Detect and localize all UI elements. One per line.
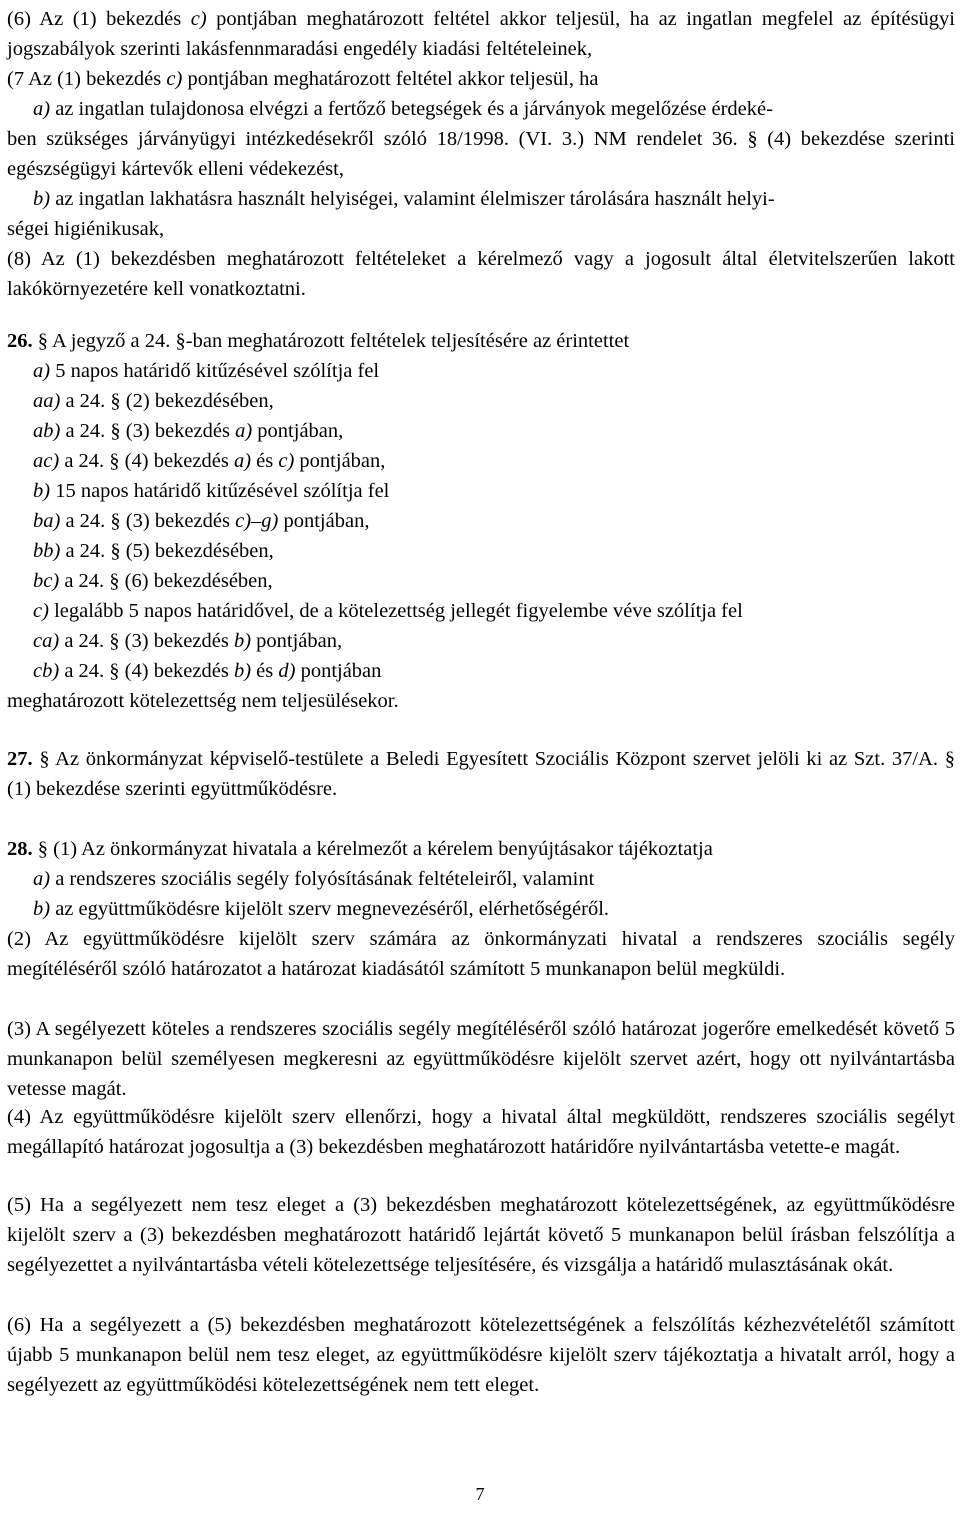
- section-26-point-ac: ac) a 24. § (4) bekezdés a) és c) pontjában,: [33, 450, 386, 472]
- section-26-point-ca: ca) a 24. § (3) bekezdés b) pontjában,: [33, 630, 343, 652]
- section-26-closing: meghatározott kötelezettség nem teljesülésekor.: [7, 690, 399, 712]
- section-28-point-b: b) az együttműködésre kijelölt szerv megnevezéséről, elérhetőségéről.: [33, 898, 610, 920]
- section-26-point-b: b) 15 napos határidő kitűzésével szólítja fel: [33, 480, 390, 502]
- page-number: 7: [475, 1484, 485, 1504]
- section-26-point-bb: bb) a 24. § (5) bekezdésében,: [33, 540, 274, 562]
- section-28-paragraph-2: (2) Az együttműködésre kijelölt szerv számára az önkormányzati hivatal a rendszeres szociális segély megítéléséről szóló határozatot a határozat kiadásától számított 5 munkanapon belül megküldi.: [7, 928, 955, 980]
- section-27: 27. § Az önkormányzat képviselő-testülete a Beledi Egyesített Szociális Központ szervet jelöli ki az Szt. 37/A. § (1) bekezdése szerinti együttműködésre.: [7, 748, 955, 800]
- section-28-paragraph-5: (5) Ha a segélyezett nem tesz eleget a (3) bekezdésben meghatározott kötelezettségének, az együttműködésre kijelölt szerv a (3) bekezdésben meghatározott határidő lejártát követő 5 munkanapon belül írásban felszólítja a segélyezettet a nyilvántartásba vételi kötelezettsége teljesítésére, és vizsgálja a határidő mulasztásának okát.: [7, 1194, 955, 1276]
- section-28-paragraph-6: (6) Ha a segélyezett a (5) bekezdésben meghatározott kötelezettségének a felszólítás kézhezvételétől számított újabb 5 munkanapon belül nem tesz eleget, az együttműködésre kijelölt szerv tájékoztatja a hivatalt arról, hogy a segélyezett az együttműködési kötelezettségének nem tett eleget.: [7, 1314, 955, 1396]
- paragraph-8-living-environment: (8) Az (1) bekezdésben meghatározott feltételeket a kérelmező vagy a jogosult által életvitelszerűen lakott lakókörnyezetére kell vonatkoztatni.: [7, 248, 955, 300]
- section-26-point-ab: ab) a 24. § (3) bekezdés a) pontjában,: [33, 420, 344, 442]
- section-26-point-ba: ba) a 24. § (3) bekezdés c)–g) pontjában,: [33, 510, 370, 532]
- paragraph-6-housing-permit: (6) Az (1) bekezdés c) pontjában meghatározott feltétel akkor teljesül, ha az ingatlan megfelel az építésügyi jogszabályok szerinti lakásfennmaradási engedély kiadási feltételeinek,: [7, 8, 955, 60]
- section-26-point-a: a) 5 napos határidő kitűzésével szólítja fel: [33, 360, 380, 382]
- point-a-pest-control: a) az ingatlan tulajdonosa elvégzi a fertőző betegségek és a járványok megelőzése érdeké-: [33, 98, 773, 120]
- section-28-paragraph-4: (4) Az együttműködésre kijelölt szerv ellenőrzi, hogy a hivatal által megküldött, rendszeres szociális segélyt megállapító határozat jogosultja a (3) bekezdésben meghatározott határidőre nyilvántartásba vetette-e magát.: [7, 1106, 955, 1158]
- point-b-continuation: ségei higiénikusak,: [7, 218, 165, 240]
- section-26-point-bc: bc) a 24. § (6) bekezdésében,: [33, 570, 273, 592]
- point-a-continuation: ben szükséges járványügyi intézkedésekről szóló 18/1998. (VI. 3.) NM rendelet 36. § (4) bekezdése szerinti egészségügyi kártevők elleni védekezést,: [7, 128, 955, 180]
- section-28-point-a: a) a rendszeres szociális segély folyósításának feltételeiről, valamint: [33, 868, 595, 890]
- paragraph-7-intro: (7 Az (1) bekezdés c) pontjában meghatározott feltétel akkor teljesül, ha: [7, 68, 599, 90]
- section-26-heading: 26. § A jegyző a 24. §-ban meghatározott feltételek teljesítésére az érintettet: [7, 330, 630, 352]
- section-28-paragraph-1: 28. § (1) Az önkormányzat hivatala a kérelmezőt a kérelem benyújtásakor tájékoztatja: [7, 838, 713, 860]
- section-26-point-cb: cb) a 24. § (4) bekezdés b) és d) pontjában: [33, 660, 382, 682]
- section-28-paragraph-3: (3) A segélyezett köteles a rendszeres szociális segély megítéléséről szóló határozat jogerőre emelkedését követő 5 munkanapon belül személyesen megkeresni az együttműködésre kijelölt szervet azért, hogy ott nyilvántartásba vetesse magát.: [7, 1018, 955, 1100]
- section-26-point-aa: aa) a 24. § (2) bekezdésében,: [33, 390, 274, 412]
- section-26-point-c: c) legalább 5 napos határidővel, de a kötelezettség jellegét figyelembe véve szólítja fel: [33, 600, 743, 622]
- point-b-hygiene: b) az ingatlan lakhatásra használt helyiségei, valamint élelmiszer tárolására használt helyi-: [33, 188, 775, 210]
